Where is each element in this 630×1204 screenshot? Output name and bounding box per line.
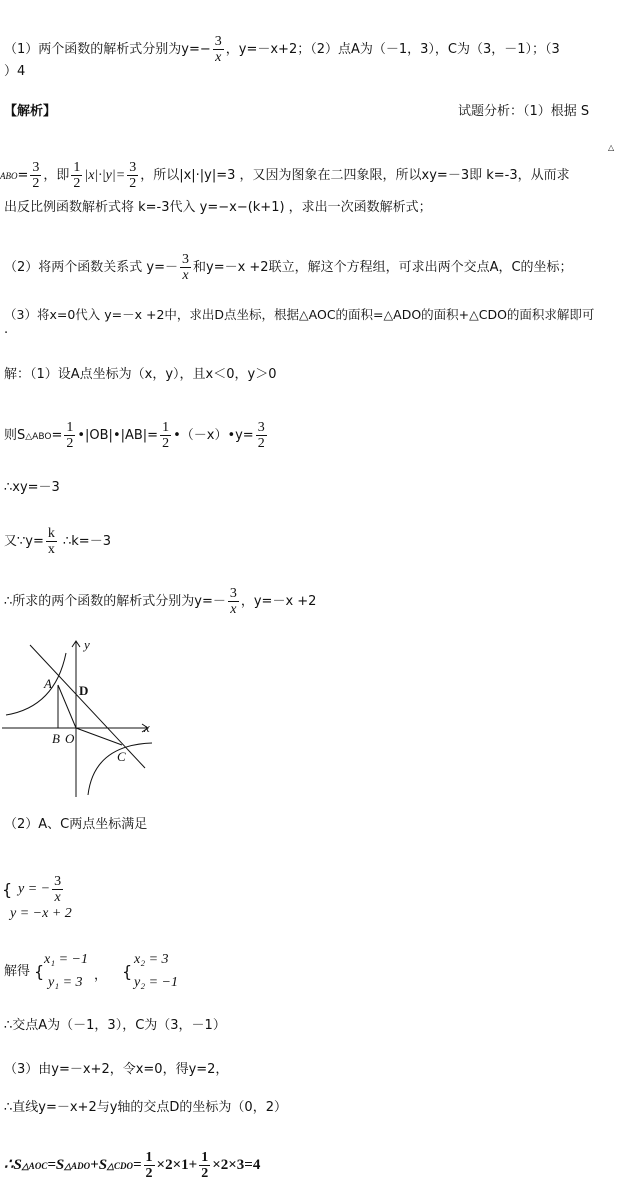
equals: = xyxy=(17,168,29,183)
numerator: 1 xyxy=(66,420,74,435)
system-brace: { xyxy=(2,880,13,899)
denominator: 2 xyxy=(257,436,265,451)
analysis-line-1 xyxy=(0,160,570,191)
solution-2-y: y₂ = −1 xyxy=(134,975,178,990)
hyperbola-left-branch xyxy=(6,653,66,715)
analysis-line-4-dot: . xyxy=(4,322,9,337)
numerator: 3 xyxy=(229,586,237,601)
denominator: x xyxy=(215,50,222,65)
text: ×2×1+ xyxy=(156,1156,198,1173)
answer-text: （1）两个函数的解析式分别为y= xyxy=(4,42,200,57)
answer-line-1 xyxy=(4,34,560,65)
answer-text: ，y=－x+2；（2）点A为（－1，3），C为（3，－1）；（3 xyxy=(225,42,560,57)
fraction xyxy=(144,1150,155,1181)
text: ∴k=－3 xyxy=(63,534,111,549)
fraction xyxy=(71,160,82,191)
fraction-3-over-x xyxy=(213,34,224,65)
denominator: 2 xyxy=(129,176,137,191)
text: （2）将两个函数关系式 y=－ xyxy=(4,260,178,275)
label-a: A xyxy=(44,676,52,691)
part3-line-1: （3）由y=－x+2，令x=0，得y=2， xyxy=(4,1062,229,1077)
fraction xyxy=(30,160,41,191)
solution-brace-2: { xyxy=(122,962,133,981)
numerator: 3 xyxy=(32,160,40,175)
solution-line-5 xyxy=(4,586,316,617)
numerator: 3 xyxy=(182,252,189,267)
text: ×2×3=4 xyxy=(212,1156,261,1173)
numerator: 3 xyxy=(214,34,222,49)
numerator: 3 xyxy=(257,420,265,435)
fraction xyxy=(228,586,239,617)
subscript: △AOC xyxy=(21,1160,48,1171)
denominator: 2 xyxy=(32,176,40,191)
text: ∴S xyxy=(4,1156,22,1173)
text: •（－x）•y= xyxy=(173,428,254,443)
text: ∴所求的两个函数的解析式分别为y=－ xyxy=(4,594,226,609)
text: 和y=－x +2联立，解这个方程组，可求出两个交点A，C的坐标； xyxy=(193,260,573,275)
numerator: 1 xyxy=(162,420,170,435)
label-o: O xyxy=(65,731,75,746)
fraction xyxy=(180,252,191,283)
denominator: 2 xyxy=(145,1166,153,1181)
fraction xyxy=(160,420,171,451)
separator: ， xyxy=(94,968,108,983)
denominator: 2 xyxy=(162,436,170,451)
text: •|OB|•|AB|= xyxy=(77,428,159,443)
part2-line-1: （2）A、C两点坐标满足 xyxy=(4,817,148,832)
denominator: 2 xyxy=(201,1166,209,1181)
label-b: B xyxy=(52,731,60,746)
solution-line-2 xyxy=(4,420,269,451)
function-graph xyxy=(0,635,170,800)
solution-2-x: x₂ = 3 xyxy=(134,952,169,967)
numerator: 1 xyxy=(73,160,81,175)
denominator: 2 xyxy=(73,176,81,191)
denominator: 2 xyxy=(66,436,74,451)
text: 又∵y= xyxy=(4,534,44,549)
text: = xyxy=(132,1156,142,1173)
analysis-line-3 xyxy=(4,252,573,283)
text: ，所以|x|·|y|=3 ，又因为图象在二四象限，所以xy=－3即 k=-3，从而求 xyxy=(140,168,570,183)
triangle-mark: △ xyxy=(608,143,615,152)
system-eq-2: y = −x + 2 xyxy=(10,906,72,921)
label-c: C xyxy=(117,749,126,764)
solution-brace-1: { xyxy=(34,962,45,981)
analysis-line-4: （3）将x=0代入 y=－x +2中，求出D点坐标，根据△AOC的面积=△ADO的面积+△CDO的面积求解即可 xyxy=(4,307,595,322)
denominator: x xyxy=(54,890,61,905)
part2-line-3: ∴交点A为（－1，3），C为（3，－1） xyxy=(4,1018,226,1033)
fraction xyxy=(199,1150,210,1181)
text: 则S xyxy=(4,428,26,443)
subscript: △ADO xyxy=(64,1160,91,1171)
fraction xyxy=(127,160,138,191)
text: y = − xyxy=(18,881,51,897)
label-d: D xyxy=(79,683,89,698)
numerator: 1 xyxy=(201,1150,209,1165)
system-eq-1 xyxy=(18,874,65,905)
text: ，y=－x +2 xyxy=(240,594,317,609)
analysis-line-2: 出反比例函数解析式将 k=-3代入 y=−x−(k+1) ，求出一次函数解析式； xyxy=(4,200,432,215)
fraction xyxy=(52,874,63,905)
subscript-abo: ABO xyxy=(0,171,18,181)
fraction xyxy=(256,420,267,451)
subscript: △ABO xyxy=(25,432,52,442)
numerator: 3 xyxy=(129,160,137,175)
subscript: △CDO xyxy=(107,1160,133,1171)
denominator: x xyxy=(182,268,189,283)
answer-line-2: ）4 xyxy=(4,64,26,79)
solution-line-1: 解：（1）设A点坐标为（x，y），且x＜0，y＞0 xyxy=(4,367,277,382)
label-y: y xyxy=(84,637,90,652)
analysis-lead: 试题分析：（1）根据 S xyxy=(458,104,590,119)
final-equation xyxy=(4,1150,260,1181)
denominator: x xyxy=(230,602,237,617)
abs-expression: |x|·|y|= xyxy=(84,168,126,183)
fraction xyxy=(46,526,57,557)
label-x: x xyxy=(144,720,150,735)
solution-1-y: y₁ = 3 xyxy=(48,975,83,990)
fraction xyxy=(64,420,75,451)
solution-1-x: x₁ = −1 xyxy=(44,952,88,967)
text: +S xyxy=(90,1156,108,1173)
numerator: 1 xyxy=(145,1150,153,1165)
denominator: x xyxy=(47,542,55,557)
numerator: k xyxy=(47,526,55,541)
numerator: 3 xyxy=(54,874,62,889)
text: = xyxy=(51,428,63,443)
minus-sign: − xyxy=(199,42,211,57)
text: ，即 xyxy=(43,168,70,183)
line-y-minus-x-plus-2 xyxy=(30,645,145,768)
part3-line-2: ∴直线y=－x+2与y轴的交点D的坐标为（0，2） xyxy=(4,1100,287,1115)
analysis-heading: 【解析】 xyxy=(4,104,57,119)
text: =S xyxy=(47,1156,65,1173)
solution-line-4 xyxy=(4,526,111,557)
solution-line-3: ∴xy=－3 xyxy=(4,480,60,495)
part2-solve-label: 解得 xyxy=(4,964,31,979)
